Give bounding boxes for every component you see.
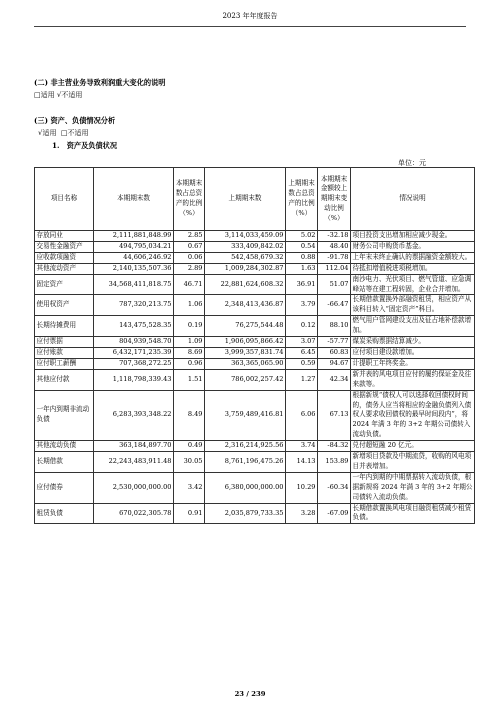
row-previous-value: 2,348,413,436.87 xyxy=(205,295,286,316)
row-previous-pct: 0.88 xyxy=(286,252,318,263)
table-row xyxy=(35,241,475,252)
row-current-pct: 1.51 xyxy=(174,369,205,390)
row-previous-value: 3,114,033,459.09 xyxy=(205,231,286,242)
row-current-pct: 0.91 xyxy=(174,503,205,524)
assets-liabilities-table xyxy=(34,167,475,524)
table-row xyxy=(35,316,475,337)
row-item-name: 一年内到期非流动负债 xyxy=(35,390,94,441)
row-change-pct: 67.13 xyxy=(318,390,351,441)
row-previous-pct: 5.02 xyxy=(286,231,318,242)
row-current-pct: 46.71 xyxy=(174,274,205,295)
row-previous-value: 786,002,257.42 xyxy=(205,369,286,390)
row-item-name: 交易性金融资产 xyxy=(35,241,94,252)
row-previous-value: 2,035,879,733.35 xyxy=(205,503,286,524)
row-previous-pct: 6.06 xyxy=(286,390,318,441)
row-change-pct: -57.77 xyxy=(318,337,351,348)
row-description: 煤炭采购票据结算减少。 xyxy=(351,337,475,348)
row-change-pct: 42.34 xyxy=(318,369,351,390)
section-3-options xyxy=(38,128,89,138)
row-current-pct: 0.19 xyxy=(174,316,205,337)
row-current-pct: 0.96 xyxy=(174,358,205,369)
row-previous-pct: 10.29 xyxy=(286,472,318,503)
row-current-pct: 0.67 xyxy=(174,241,205,252)
row-previous-pct: 0.12 xyxy=(286,316,318,337)
row-current-value: 1,118,798,339.43 xyxy=(94,369,174,390)
row-description: 项目投资支出增加相应减少现金。 xyxy=(351,231,475,242)
row-change-pct: -91.78 xyxy=(318,252,351,263)
row-item-name: 应付账款 xyxy=(35,347,94,358)
row-item-name: 长期待摊费用 xyxy=(35,316,94,337)
row-change-pct: -60.34 xyxy=(318,472,351,503)
row-previous-pct: 0.59 xyxy=(286,358,318,369)
row-description: 一年内到期的中期票据转入流动负债，根据新规将 2024 年满 3 年的 3+2 年期公司债转入流动负债。 xyxy=(351,472,475,503)
row-current-value: 363,184,897.70 xyxy=(94,441,174,452)
table-row xyxy=(35,263,475,274)
table-row xyxy=(35,231,475,242)
row-current-pct: 3.42 xyxy=(174,472,205,503)
row-previous-pct: 3.79 xyxy=(286,295,318,316)
row-description: 燃气用户管网建设支出及征占地补偿款增加。 xyxy=(351,316,475,337)
option-applicable: □适用 xyxy=(34,91,55,99)
row-description: 新增项目贷款及中期流贷，收购的风电项目并表增加。 xyxy=(351,452,475,473)
row-item-name: 租赁负债 xyxy=(35,503,94,524)
row-description: 上年末未终止确认的票据融资金额较大。 xyxy=(351,252,475,263)
row-previous-value: 22,881,624,608.32 xyxy=(205,274,286,295)
row-previous-value: 3,999,357,831.74 xyxy=(205,347,286,358)
row-previous-pct: 1.27 xyxy=(286,369,318,390)
row-item-name: 应付债券 xyxy=(35,472,94,503)
table-row xyxy=(35,274,475,295)
row-previous-pct: 3.74 xyxy=(286,441,318,452)
table-row xyxy=(35,369,475,390)
row-previous-pct: 1.63 xyxy=(286,263,318,274)
row-current-value: 22,243,483,911.48 xyxy=(94,452,174,473)
section-2-options xyxy=(34,90,82,100)
row-description: 根据新规“债权人可以选择收回债权时间的，债务人应当将相应的金融负债列入债权人要求收回债权的最早时间段内”，将 2024 年满 3 年的 3+2 年期公司债转入流动负债。 xyxy=(351,390,475,441)
option-not-applicable: √不适用 xyxy=(56,91,83,99)
row-previous-pct: 3.07 xyxy=(286,337,318,348)
row-current-value: 804,939,548.70 xyxy=(94,337,174,348)
row-previous-pct: 6.45 xyxy=(286,347,318,358)
col-header-previous: 上期期末数 xyxy=(205,168,286,231)
row-current-pct: 8.49 xyxy=(174,390,205,441)
table-row xyxy=(35,472,475,503)
row-change-pct: -67.09 xyxy=(318,503,351,524)
unit-label: 单位：元 xyxy=(398,159,426,167)
row-description: 待抵扣增值税进项税增加。 xyxy=(351,263,475,274)
row-description: 长期借款置换风电项目融资租赁减少租赁负债。 xyxy=(351,503,475,524)
col-header-current: 本期期末数 xyxy=(94,168,174,231)
row-description: 长期借款置换外部融资租赁，相应资产从该科目转入“固定资产”科目。 xyxy=(351,295,475,316)
row-item-name: 应付票据 xyxy=(35,337,94,348)
row-previous-pct: 3.28 xyxy=(286,503,318,524)
row-item-name: 应收款项融资 xyxy=(35,252,94,263)
row-item-name: 应付职工薪酬 xyxy=(35,358,94,369)
row-current-pct: 0.06 xyxy=(174,252,205,263)
row-change-pct: -84.32 xyxy=(318,441,351,452)
row-change-pct: 48.40 xyxy=(318,241,351,252)
row-previous-value: 1,009,284,302.87 xyxy=(205,263,286,274)
table-row xyxy=(35,252,475,263)
row-previous-value: 76,275,544.48 xyxy=(205,316,286,337)
row-current-pct: 1.06 xyxy=(174,295,205,316)
row-current-pct: 2.89 xyxy=(174,263,205,274)
row-description: 新并表的风电项目应付的履约保证金及往来款等。 xyxy=(351,369,475,390)
col-header-item: 项目名称 xyxy=(35,168,94,231)
table-row xyxy=(35,452,475,473)
row-current-pct: 0.49 xyxy=(174,441,205,452)
table-row xyxy=(35,390,475,441)
row-current-pct: 2.85 xyxy=(174,231,205,242)
option-not-applicable: □不适用 xyxy=(60,129,89,137)
row-previous-value: 1,906,095,866.42 xyxy=(205,337,286,348)
row-change-pct: 112.04 xyxy=(318,263,351,274)
row-current-value: 2,530,000,000.00 xyxy=(94,472,174,503)
row-current-value: 6,432,171,235.39 xyxy=(94,347,174,358)
page-number: 23 / 239 xyxy=(234,690,266,698)
table-row xyxy=(35,358,475,369)
row-current-value: 6,283,393,348.22 xyxy=(94,390,174,441)
row-previous-pct: 14.13 xyxy=(286,452,318,473)
row-change-pct: 88.10 xyxy=(318,316,351,337)
row-change-pct: 94.67 xyxy=(318,358,351,369)
row-previous-value: 2,316,214,925.56 xyxy=(205,441,286,452)
row-previous-value: 3,759,489,416.81 xyxy=(205,390,286,441)
row-item-name: 其他流动资产 xyxy=(35,263,94,274)
row-current-value: 707,368,272.25 xyxy=(94,358,174,369)
row-current-value: 143,475,528.35 xyxy=(94,316,174,337)
row-change-pct: -32.18 xyxy=(318,231,351,242)
table-header-row xyxy=(35,168,475,231)
row-item-name: 其他应付款 xyxy=(35,369,94,390)
table-row xyxy=(35,503,475,524)
row-item-name: 存放同业 xyxy=(35,231,94,242)
row-current-value: 787,320,213.75 xyxy=(94,295,174,316)
table-row xyxy=(35,295,475,316)
row-description: 财务公司申购货币基金。 xyxy=(351,241,475,252)
col-header-current-pct: 本期期末数占总资产的比例（%） xyxy=(174,168,205,231)
row-current-pct: 30.05 xyxy=(174,452,205,473)
report-title: 2023 年年度报告 xyxy=(222,12,278,20)
option-applicable: √适用 xyxy=(38,129,57,137)
row-change-pct: 60.83 xyxy=(318,347,351,358)
col-header-description: 情况说明 xyxy=(351,168,475,231)
row-current-value: 494,795,034.21 xyxy=(94,241,174,252)
section-3-title: (三) 资产、负债情况分析 xyxy=(34,116,116,125)
report-header xyxy=(34,6,466,27)
row-description: 兑付超短融 20 亿元。 xyxy=(351,441,475,452)
row-current-pct: 1.09 xyxy=(174,337,205,348)
row-previous-value: 363,365,065.90 xyxy=(205,358,286,369)
row-description: 南沙电力、光伏项目、燃气管道、应急调峰站等在建工程转固，企业合并增加。 xyxy=(351,274,475,295)
table-row xyxy=(35,337,475,348)
table-row xyxy=(35,441,475,452)
row-previous-value: 6,380,000,000.00 xyxy=(205,472,286,503)
row-previous-value: 333,409,842.02 xyxy=(205,241,286,252)
row-description: 计提职工年终奖金。 xyxy=(351,358,475,369)
row-change-pct: 51.07 xyxy=(318,274,351,295)
col-header-change: 本期期末金额较上期期末变动比例（%） xyxy=(318,168,351,231)
row-previous-value: 8,761,196,475.26 xyxy=(205,452,286,473)
row-current-value: 2,111,881,848.99 xyxy=(94,231,174,242)
table-row xyxy=(35,347,475,358)
row-description: 应付项目建设款增加。 xyxy=(351,347,475,358)
row-item-name: 其他流动负债 xyxy=(35,441,94,452)
row-current-value: 2,140,135,507.36 xyxy=(94,263,174,274)
row-item-name: 长期借款 xyxy=(35,452,94,473)
subsection-title: 1. 资产及负债状况 xyxy=(52,141,118,150)
row-current-value: 670,022,305.78 xyxy=(94,503,174,524)
row-current-value: 34,568,411,818.75 xyxy=(94,274,174,295)
row-previous-pct: 36.91 xyxy=(286,274,318,295)
row-current-pct: 8.69 xyxy=(174,347,205,358)
row-previous-value: 542,458,679.32 xyxy=(205,252,286,263)
row-item-name: 固定资产 xyxy=(35,274,94,295)
row-previous-pct: 0.54 xyxy=(286,241,318,252)
row-change-pct: 153.89 xyxy=(318,452,351,473)
section-2-title: (二) 非主营业务导致利润重大变化的说明 xyxy=(34,78,166,87)
col-header-previous-pct: 上期期末数占总资产的比例（%） xyxy=(286,168,318,231)
row-current-value: 44,606,246.92 xyxy=(94,252,174,263)
row-change-pct: -66.47 xyxy=(318,295,351,316)
row-item-name: 使用权资产 xyxy=(35,295,94,316)
